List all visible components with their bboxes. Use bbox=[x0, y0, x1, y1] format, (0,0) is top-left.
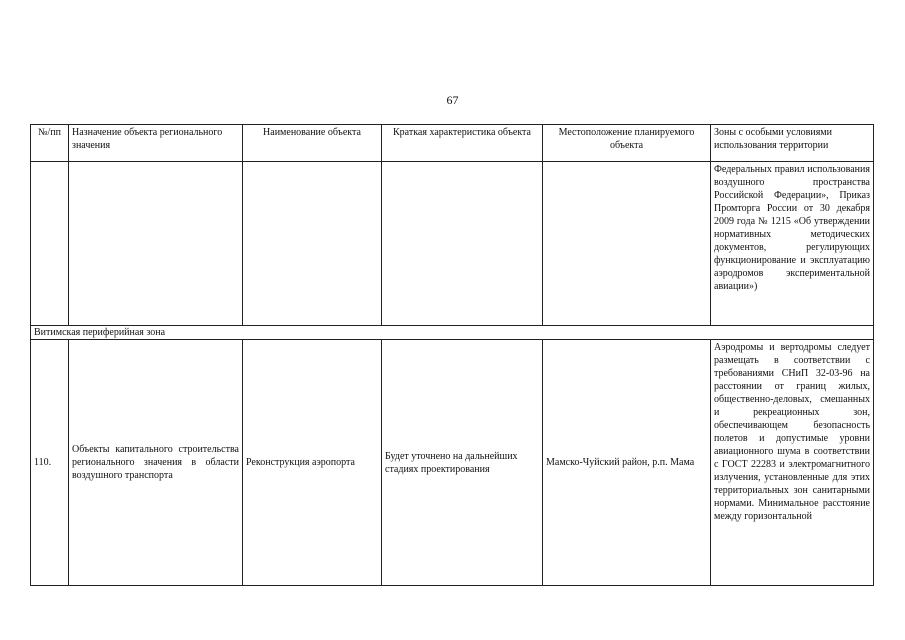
row-zones: Аэродромы и вертодромы следует размещать в соответствии с требованиями СНиП 32-03-96 на расстоянии от границ жилых, общественно-деловых, смешанных и рекреационных зон, обеспечивающем безопасность полетов и допустимые уровни авиационного шума в соответствии с ГОСТ 22283 и электромагнитного излучения, установленные для этих территориальных зон санитарными нормами. Минимальное расстояние между горизонтальной bbox=[711, 340, 874, 586]
header-zones: Зоны с особыми условиями использования территории bbox=[711, 125, 874, 162]
continuation-cell-zones: Федеральных правил использования воздушного пространства Российской Федерации», Приказ Промторга России от 30 декабря 2009 года № 1215 «Об утверждении нормативных методических документов, регулирующих функционирование и эксплуатацию аэродромов экспериментальной авиации») bbox=[711, 162, 874, 326]
continuation-cell-name bbox=[243, 162, 382, 326]
header-num: №/пп bbox=[31, 125, 69, 162]
continuation-cell-num bbox=[31, 162, 69, 326]
continuation-cell-brief bbox=[382, 162, 543, 326]
planning-table bbox=[30, 124, 874, 586]
row-purpose: Объекты капитального строительства регионального значения в области воздушного транспорта bbox=[69, 340, 243, 586]
header-name: Наименование объекта bbox=[243, 125, 382, 162]
header-location: Местоположение планируемого объекта bbox=[543, 125, 711, 162]
page-number: 67 bbox=[446, 93, 459, 107]
header-purpose: Назначение объекта регионального значения bbox=[69, 125, 243, 162]
table-header-row bbox=[31, 125, 874, 162]
zone-title: Витимская периферийная зона bbox=[31, 326, 874, 340]
continuation-row bbox=[31, 162, 874, 326]
row-name: Реконструкция аэропорта bbox=[243, 340, 382, 586]
continuation-cell-location bbox=[543, 162, 711, 326]
table-row bbox=[31, 340, 874, 586]
row-num: 110. bbox=[31, 340, 69, 586]
row-brief: Будет уточнено на дальнейших стадиях проектирования bbox=[382, 340, 543, 586]
zone-title-row bbox=[31, 326, 874, 340]
header-brief: Краткая характеристика объекта bbox=[382, 125, 543, 162]
continuation-cell-purpose bbox=[69, 162, 243, 326]
row-location: Мамско-Чуйский район, р.п. Мама bbox=[543, 340, 711, 586]
